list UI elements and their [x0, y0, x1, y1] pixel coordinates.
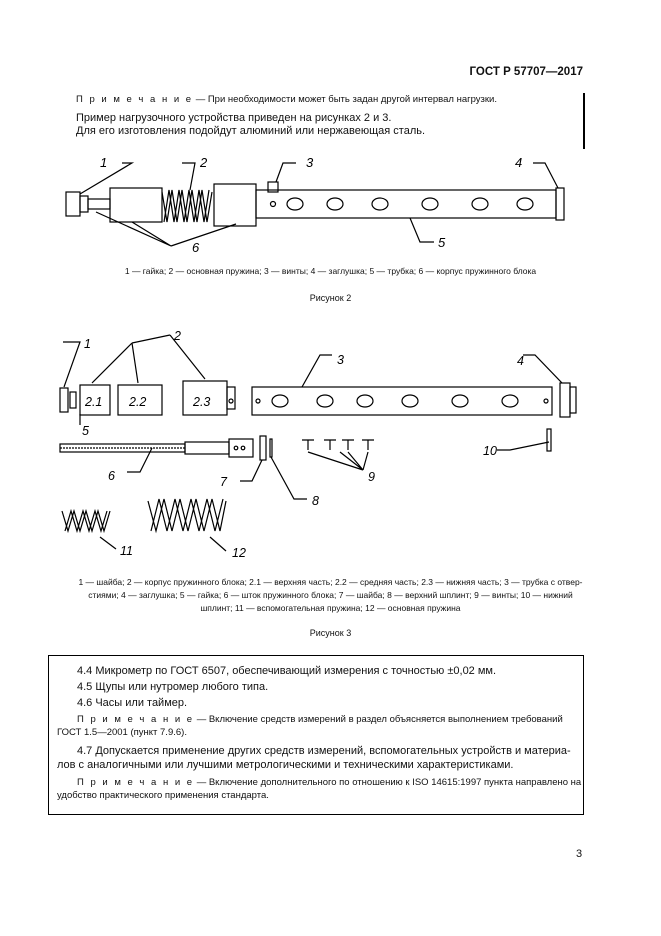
fig3-label-7: 7: [220, 475, 227, 489]
fig2-label-4: 4: [515, 155, 523, 170]
figure-2-title: Рисунок 2: [309, 293, 352, 303]
note-label: П р и м е ч а н и е: [76, 94, 194, 105]
change-bar: [583, 93, 585, 149]
fig3-label-4: 4: [517, 354, 524, 368]
fig3-label-10: 10: [483, 444, 497, 458]
fig2-label-5: 5: [438, 235, 446, 250]
tube-part: [256, 190, 556, 218]
figure-3-drawing: [40, 325, 600, 570]
note-text: — При необходимости может быть задан другой интервал нагрузки.: [193, 94, 497, 105]
item-4-5: 4.5 Щупы или нутромер любого типа.: [77, 681, 269, 693]
note-2-line-2: удобство практического применения стандарта.: [57, 790, 269, 801]
nut-part: [66, 192, 80, 216]
plug-part: [556, 188, 564, 220]
intro-line-1: Пример нагрузочного устройства приведен на рисунках 2 и 3.: [76, 112, 392, 124]
item-4-4: 4.4 Микрометр по ГОСТ 6507, обеспечивающий измерения с точностью ±0,02 мм.: [77, 665, 497, 677]
figure-3-caption-line-2: стиями; 4 — заглушка; 5 — гайка; 6 — шток пружинного блока; 7 — шайба; 8 — верхний шплинт; 9 — винты; 10 — нижний: [88, 590, 573, 600]
fig3-label-5: 5: [82, 424, 89, 438]
fig3-label-12: 12: [232, 546, 246, 560]
figure-2-caption: 1 — гайка; 2 — основная пружина; 3 — винты; 4 — заглушка; 5 — трубка; 6 — корпус пружинного блока: [124, 266, 537, 276]
document-header: ГОСТ Р 57707—2017: [469, 66, 583, 78]
fig2-label-3: 3: [306, 155, 314, 170]
item-4-7-line-1: 4.7 Допускается применение других средств измерений, вспомогательных устройств и материа-: [77, 745, 571, 757]
note-2-line-1: [77, 777, 611, 788]
fig3-label-2: 2: [174, 329, 181, 343]
fig3-label-3: 3: [337, 353, 344, 367]
fig3-label-9: 9: [368, 470, 375, 484]
figure-3-caption-line-1: 1 — шайба; 2 — корпус пружинного блока; 2.1 — верхняя часть; 2.2 — средняя часть; 2.3 — нижняя часть; 3 — трубка с отвер-: [78, 577, 583, 587]
note-1-line-1: [77, 714, 611, 725]
note-1-label: П р и м е ч а н и е: [77, 714, 195, 725]
fig3-label-6: 6: [108, 469, 115, 483]
note-1-text: — Включение средств измерений в раздел объясняется выполнением требований: [194, 714, 563, 725]
block-label-2-1: 2.1: [85, 395, 103, 409]
top-note: [76, 94, 497, 105]
fig3-label-1: 1: [84, 337, 91, 351]
boxed-section: [48, 655, 584, 815]
figure-3-caption-line-3: шплинт; 11 — вспомогательная пружина; 12 — основная пружина: [200, 603, 461, 613]
spring-block-body: [110, 188, 162, 222]
fig3-label-8: 8: [312, 494, 319, 508]
note-1-line-2: ГОСТ 1.5—2001 (пункт 7.9.6).: [57, 727, 187, 738]
figure-2-drawing: [40, 150, 600, 265]
note-2-label: П р и м е ч а н и е: [77, 777, 195, 788]
fig2-label-2: 2: [200, 155, 208, 170]
item-4-6: 4.6 Часы или таймер.: [77, 697, 188, 709]
page-number: 3: [576, 848, 583, 860]
fig2-label-1: 1: [100, 155, 108, 170]
fig3-label-11: 11: [120, 544, 133, 558]
intro-line-2: Для его изготовления подойдут алюминий или нержавеющая сталь.: [76, 125, 426, 137]
block-label-2-2: 2.2: [129, 395, 147, 409]
item-4-7-line-2: лов с аналогичными или лучшими метрологическими и техническими характеристиками.: [57, 759, 514, 771]
block-label-2-3: 2.3: [193, 395, 211, 409]
fig2-label-6: 6: [192, 240, 200, 255]
figure-3-title: Рисунок 3: [309, 628, 352, 638]
note-2-text: — Включение дополнительного по отношению к ISO 14615:1997 пункта направлено на: [194, 777, 582, 788]
